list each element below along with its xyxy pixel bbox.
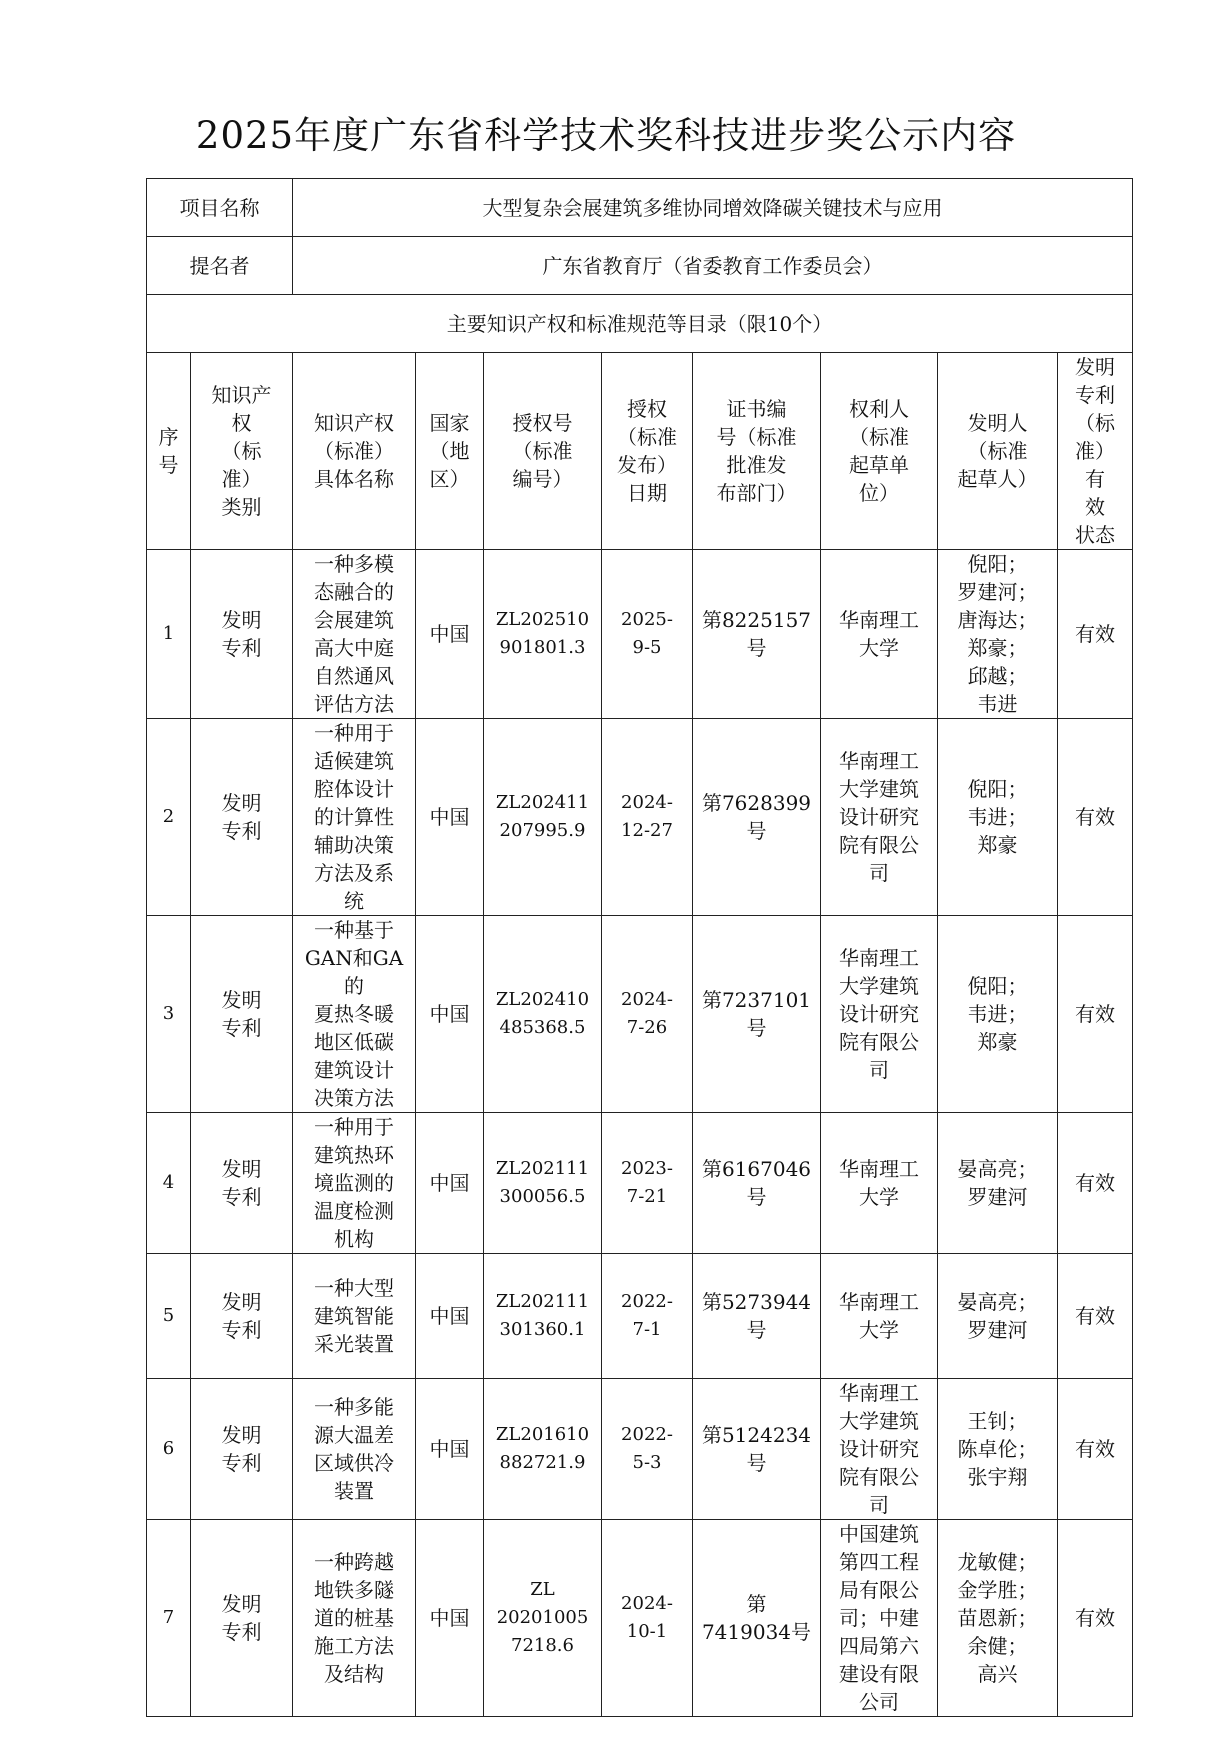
row-name: 一种大型 建筑智能 采光装置	[293, 1254, 416, 1379]
award-table	[146, 178, 1133, 1717]
row-cert: 第7237101 号	[693, 916, 821, 1113]
row-name: 一种跨越 地铁多隧 道的桩基 施工方法 及结构	[293, 1520, 416, 1717]
row-holder: 华南理工 大学	[821, 1113, 938, 1254]
row-inventors: 倪阳； 韦进； 郑豪	[938, 916, 1058, 1113]
project-value: 大型复杂会展建筑多维协同增效降碳关键技术与应用	[293, 179, 1133, 237]
row-no: 4	[147, 1113, 191, 1254]
row-inventors: 倪阳； 罗建河； 唐海达； 郑豪； 邱越； 韦进	[938, 550, 1058, 719]
row-date: 2023- 7-21	[602, 1113, 693, 1254]
row-type: 发明 专利	[191, 1254, 293, 1379]
row-auth-no: ZL 20201005 7218.6	[484, 1520, 602, 1717]
header-cell: 证书编 号（标准 批准发 布部门）	[693, 353, 821, 550]
row-type: 发明 专利	[191, 719, 293, 916]
nominator-value: 广东省教育厅（省委教育工作委员会）	[293, 237, 1133, 295]
header-cell: 授权号 （标准 编号）	[484, 353, 602, 550]
row-cert: 第 7419034号	[693, 1520, 821, 1717]
table-row	[147, 550, 1133, 719]
row-auth-no: ZL202111 300056.5	[484, 1113, 602, 1254]
header-row	[147, 353, 1133, 550]
row-name: 一种基于 GAN和GA的 夏热冬暖 地区低碳 建筑设计 决策方法	[293, 916, 416, 1113]
row-name: 一种用于 适候建筑 腔体设计 的计算性 辅助决策 方法及系 统	[293, 719, 416, 916]
row-status: 有效	[1058, 1379, 1133, 1520]
header-cell: 知识产权 （标准） 具体名称	[293, 353, 416, 550]
row-type: 发明 专利	[191, 550, 293, 719]
row-holder: 华南理工 大学	[821, 1254, 938, 1379]
header-cell: 国家 （地 区）	[416, 353, 484, 550]
row-date: 2024- 7-26	[602, 916, 693, 1113]
row-inventors: 晏高亮； 罗建河	[938, 1113, 1058, 1254]
table-row	[147, 1113, 1133, 1254]
document-title: 2025年度广东省科学技术奖科技进步奖公示内容	[195, 114, 1017, 157]
project-label: 项目名称	[147, 179, 293, 237]
row-type: 发明 专利	[191, 1113, 293, 1254]
row-auth-no: ZL202111 301360.1	[484, 1254, 602, 1379]
row-date: 2022- 5-3	[602, 1379, 693, 1520]
row-inventors: 晏高亮； 罗建河	[938, 1254, 1058, 1379]
row-no: 5	[147, 1254, 191, 1379]
row-auth-no: ZL202410 485368.5	[484, 916, 602, 1113]
row-cert: 第5124234 号	[693, 1379, 821, 1520]
row-auth-no: ZL201610 882721.9	[484, 1379, 602, 1520]
nominator-row	[147, 237, 1133, 295]
row-country: 中国	[416, 916, 484, 1113]
section-title: 主要知识产权和标准规范等目录（限10个）	[147, 295, 1133, 353]
table-row	[147, 1520, 1133, 1717]
row-type: 发明 专利	[191, 916, 293, 1113]
row-name: 一种用于 建筑热环 境监测的 温度检测 机构	[293, 1113, 416, 1254]
row-no: 1	[147, 550, 191, 719]
row-no: 2	[147, 719, 191, 916]
row-type: 发明 专利	[191, 1520, 293, 1717]
row-auth-no: ZL202510 901801.3	[484, 550, 602, 719]
section-title-row	[147, 295, 1133, 353]
row-name: 一种多能 源大温差 区域供冷 装置	[293, 1379, 416, 1520]
row-inventors: 王钊； 陈卓伦； 张宇翔	[938, 1379, 1058, 1520]
row-cert: 第7628399 号	[693, 719, 821, 916]
project-row	[147, 179, 1133, 237]
row-cert: 第5273944 号	[693, 1254, 821, 1379]
header-cell: 发明人 （标准 起草人）	[938, 353, 1058, 550]
row-inventors: 龙敏健； 金学胜； 苗恩新； 余健； 高兴	[938, 1520, 1058, 1717]
row-status: 有效	[1058, 1113, 1133, 1254]
row-no: 6	[147, 1379, 191, 1520]
row-holder: 华南理工 大学建筑 设计研究 院有限公 司	[821, 719, 938, 916]
row-country: 中国	[416, 1254, 484, 1379]
row-inventors: 倪阳； 韦进； 郑豪	[938, 719, 1058, 916]
row-auth-no: ZL202411 207995.9	[484, 719, 602, 916]
row-cert: 第8225157 号	[693, 550, 821, 719]
header-cell: 权利人 （标准 起草单 位）	[821, 353, 938, 550]
row-cert: 第6167046 号	[693, 1113, 821, 1254]
row-holder: 华南理工 大学	[821, 550, 938, 719]
row-holder: 华南理工 大学建筑 设计研究 院有限公 司	[821, 916, 938, 1113]
row-country: 中国	[416, 719, 484, 916]
table-row	[147, 1254, 1133, 1379]
row-status: 有效	[1058, 1520, 1133, 1717]
row-holder: 华南理工 大学建筑 设计研究 院有限公 司	[821, 1379, 938, 1520]
header-cell: 发明 专利 （标 准） 有 效 状态	[1058, 353, 1133, 550]
header-cell: 序 号	[147, 353, 191, 550]
header-cell: 知识产 权 （标 准） 类别	[191, 353, 293, 550]
row-country: 中国	[416, 1520, 484, 1717]
row-date: 2022- 7-1	[602, 1254, 693, 1379]
row-status: 有效	[1058, 916, 1133, 1113]
nominator-label: 提名者	[147, 237, 293, 295]
header-cell: 授权 （标准 发布） 日期	[602, 353, 693, 550]
row-date: 2024- 10-1	[602, 1520, 693, 1717]
row-type: 发明 专利	[191, 1379, 293, 1520]
row-name: 一种多模 态融合的 会展建筑 高大中庭 自然通风 评估方法	[293, 550, 416, 719]
row-date: 2024- 12-27	[602, 719, 693, 916]
row-country: 中国	[416, 550, 484, 719]
row-no: 7	[147, 1520, 191, 1717]
row-date: 2025- 9-5	[602, 550, 693, 719]
row-country: 中国	[416, 1379, 484, 1520]
table-row	[147, 719, 1133, 916]
row-status: 有效	[1058, 550, 1133, 719]
table-row	[147, 916, 1133, 1113]
table-row	[147, 1379, 1133, 1520]
row-country: 中国	[416, 1113, 484, 1254]
row-no: 3	[147, 916, 191, 1113]
row-status: 有效	[1058, 719, 1133, 916]
row-holder: 中国建筑 第四工程 局有限公 司；中建 四局第六 建设有限 公司	[821, 1520, 938, 1717]
row-status: 有效	[1058, 1254, 1133, 1379]
